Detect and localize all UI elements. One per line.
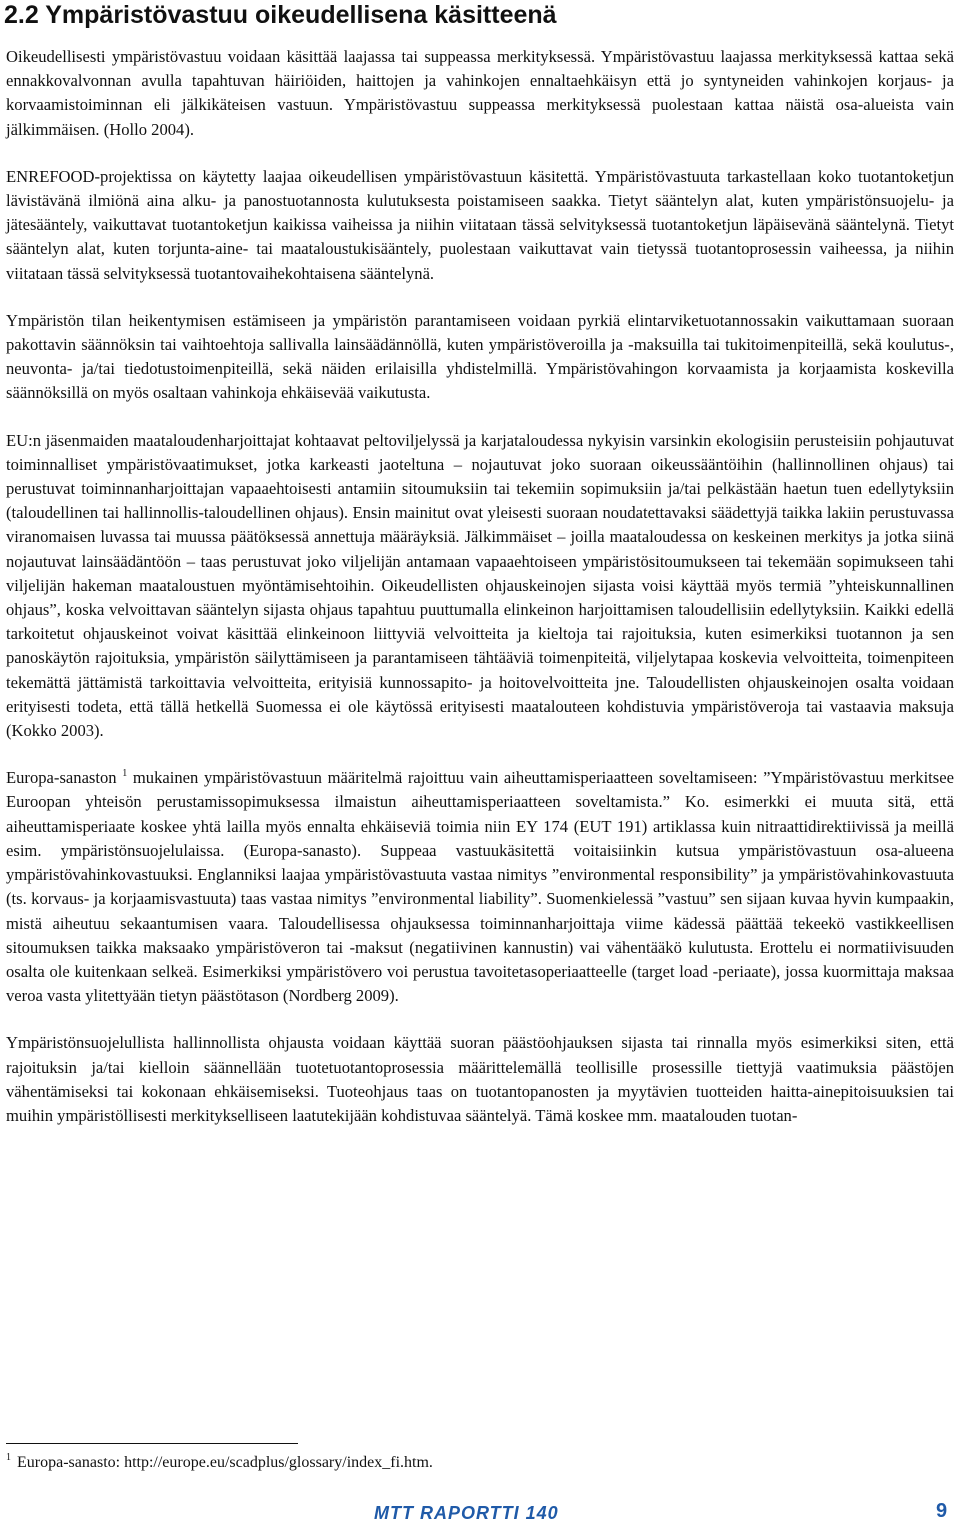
footnote-text: Europa-sanasto: http://europe.eu/scadplus/glossary/index_fi.htm.: [17, 1454, 433, 1471]
footnote-separator: [6, 1443, 298, 1444]
footnote-number: 1: [6, 1452, 11, 1463]
paragraph-5-body: mukainen ympäristövastuun määritelmä rajoittuu vain aiheuttamisperiaatteen soveltamiseen: ”Ympäristövastuu merkitsee Euroopan yhteisön perustamissopimuksessa ilmaistun aiheuttamisperiaatteen soveltamista.” Ko. esimerkki ei muuta sitä, että aiheuttamisperiaate koskee yhtä lailla myös ennalta ehkäiseviä toimia niin EY 174 (EUT 191) artiklassa kuin nitraattidirektiivissä ja meillä esim. ympäristönsuojelulaissa. (Europa-sanasto). Suppeaa vastuukäsitettä voitaisiinkin kutsua ympäristövastuun osa-alueena ympäristövahinkovastuuksi. Englanniksi laajaa ympäristövastuuta vastaa nimitys ”environmental responsibility” ja ympäristövahinkovastuuta (ts. korvaus- ja korjaamisvastuuta) taas vastaa nimitys ”environmental liability”. Suomenkielessä ”vastuu” sen sijaan kuvaa hyvin kumpaakin, mistä aiheutuu sekaantumisen vaara. Taloudellisessa ohjauksessa toiminnanharjoittaja viime kädessä päättää tekeekö vastikkeellisen sitoumuksen taikka maksaako ympäristöveron tai -maksut (negatiivinen kannustin) vai vähentääkö kulutusta. Erottelu ei normatiivisuuden osalta ole kuitenkaan selkeä. Esimerkiksi ympäristövero voi perustua tavoitetasoperiaatteelle (target load -periaate), jossa kuormittaja maksaa veroa vasta ylitettyään tietyn päästötason (Nordberg 2009).: [6, 768, 954, 1006]
paragraph-4: EU:n jäsenmaiden maataloudenharjoittajat kohtaavat peltoviljelyssä ja karjataloudessa nykyisin varsinkin ekologisiin perusteisiin pohjautuvat toiminnalliset ympäristövaatimukset, jotka karkeasti jaoteltuna – nojautuvat joko suoraan oikeussääntöihin (hallinnollinen ohjaus) tai perustuvat toiminnanharjoittajan vapaaehtoisesti antamiin sitoumuksiin tai tekemiin sopimuksiin ja/tai pelkästään haetun tuen edellytyksiin (taloudellinen tai hallinnollis-taloudellinen ohjaus). Ensin mainitut ovat yleisesti suoraan noudatettavaksi säädettyjä taikka lakiin perustuvassa viranomaisen luvassa tai muussa päätöksessä annettuja määräyksiä. Jälkimmäiset – joilla maataloudessa on keskeinen merkitys ja jotka siinä nojautuvat lainsäädäntöön – taas perustuvat joko viljelijän antamaan vapaaehtoiseen ympäristösitoumukseen tai tekemään sopimukseen tahi viljelijän hakeman maataloustuen myöntämisehtoihin. Oikeudellisten ohjauskeinojen sijasta voisi käyttää myös termiä ”yhteiskunnallinen ohjaus”, koska velvoittavan sääntelyn sijasta ohjaus tapahtuu puuttumalla elinkeinon harjoittamisen taloudellisiin edellytyksiin. Kaikki edellä tarkoitetut ohjauskeinot voivat käsittää elinkeinoon liittyviä velvoitteita ja kieltoja tai rajoituksia, kuten esimerkiksi tuotannon ja sen panoskäytön rajoituksia, ympäristön säilyttämiseen ja parantamiseen tähtääviä toimenpiteitä, viljelytapaa koskevia velvoitteita, toimenpiteen tekemättä jättämistä tarkoittavia velvoitteita, erityisiä kunnossapito- ja hoitovelvoitteita jne. Taloudellisten ohjauskeinojen osalta voidaan erityisesti todeta, että tällä hetkellä Suomessa ei ole käytössä erityisesti maatalouteen kohdistuvia ympäristöveroja tai vastaavia maksuja (Kokko 2003).: [6, 430, 954, 741]
section-heading: 2.2 Ympäristövastuu oikeudellisena käsitteenä: [4, 1, 557, 29]
paragraph-1: Oikeudellisesti ympäristövastuu voidaan käsittää laajassa tai suppeassa merkityksessä. Ympäristövastuu laajassa merkityksessä kattaa sekä ennakkovalvonnan avulla tapahtuvan häiriöiden, haittojen ja vahinkojen ennaltaehkäisyn että jo syntyneiden vahinkojen korjaus- ja korvaamistoiminnan eli jälkikäteisen vastuun. Ympäristövastuu suppeassa merkityksessä puolestaan kattaa näistä osa-alueista vain jälkimmäisen. (Hollo 2004).: [6, 47, 954, 139]
page-number: 9: [936, 1500, 948, 1522]
report-series-name: MTT RAPORTTI 140: [374, 1503, 559, 1523]
footnote-reference[interactable]: 1: [122, 768, 128, 780]
paragraph-3: Ympäristön tilan heikentymisen estämiseen ja ympäristön parantamiseen voidaan pyrkiä elintarviketuotannossakin vaikuttamaan suoraan pakottavin säännöksin tai vaihtoehtoja sallivalla lainsäädännöllä, kuten ympäristöveroilla ja -maksuilla tai tukitoimenpiteillä, sekä koulutus-, neuvonta- ja/tai tiedotustoimenpiteillä, sekä näiden erilaisilla yhdistelmillä. Ympäristövahingon korvaamista ja korjaamista koskevilla säännöksillä on myös osaltaan vahinkoja ehkäisevää vaikutusta.: [6, 310, 954, 403]
paragraph-2: ENREFOOD-projektissa on käytetty laajaa oikeudellisen ympäristövastuun käsitettä. Ympäristövastuuta tarkastellaan koko tuotantoketjun lävistävänä ilmiönä aina alku- ja panostuotannosta kulutuksesta poistamiseen saakka. Tietyt sääntelyn alat, kuten ympäristönsuojelu- ja jätesääntely, vaikuttavat tuotantoketjun kaikissa vaiheissa ja niihin viitataan tässä selvityksessä tuotantoketjun läpäisevänä sääntelynä. Tietyt sääntelyn alat, kuten torjunta-aine- tai maataloustukisääntely, puolestaan vaikuttavat vain tietyssä tuotantoprosessin vaiheessa, ja niihin viitataan tässä selvityksessä tuotantovaihekohtaisena sääntelynä.: [6, 166, 954, 283]
footnote: [6, 1452, 433, 1474]
paragraph-5-lead: Europa-sanaston: [6, 768, 117, 788]
paragraph-6: Ympäristönsuojelullista hallinnollista ohjausta voidaan käyttää suoran päästöohjauksen sijasta tai rinnalla myös esimerkiksi siten, että rajoituksin ja/tai kielloin säännellään tuotetuotantoprosessia määrittelemällä teollisille prosessille tiettyjä vaatimuksia päästöjen vähentämiseksi tai kokonaan ehkäisemiseksi. Tuoteohjaus taas on tuotantopanosten ja myytävien tuotteiden haitta-ainepitoisuuksien tai muihin ympäristöllisesti merkitykselliseen laatutekijään kohdistuvaa sääntelyä. Tämä koskee mm. maatalouden tuotan-: [6, 1033, 954, 1125]
body-text: [6, 45, 954, 1151]
paragraph-5: [6, 766, 954, 1008]
